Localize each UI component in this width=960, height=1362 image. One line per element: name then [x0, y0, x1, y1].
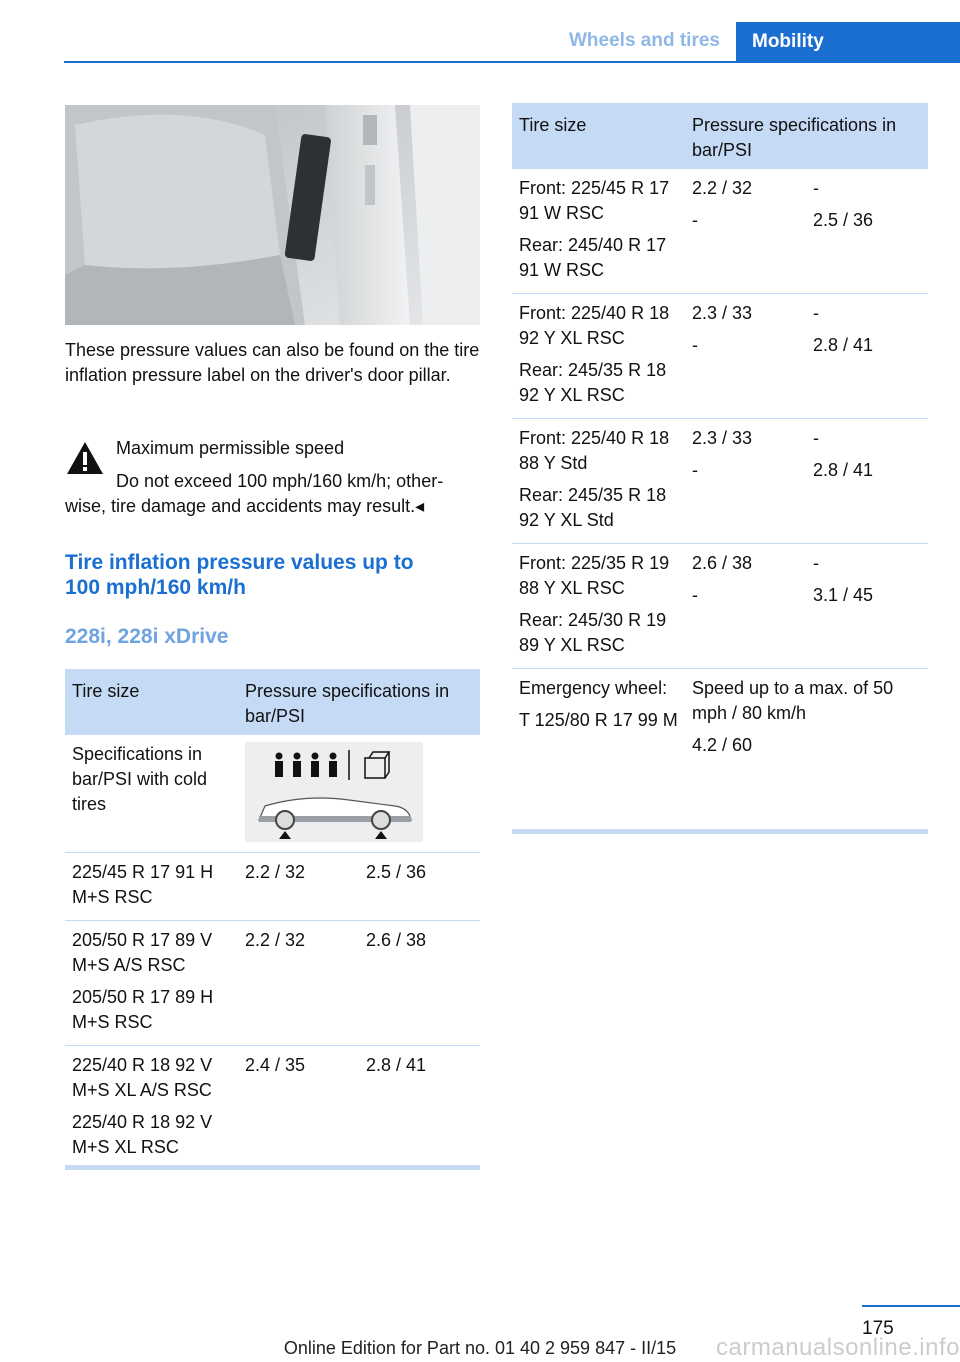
table-row — [512, 294, 928, 419]
front-tire-size: Front: 225/45 R 17 91 W RSC — [519, 178, 670, 223]
right-table-end-bar — [512, 829, 928, 834]
front-tire-size: Front: 225/40 R 18 92 Y XL RSC — [519, 303, 670, 348]
emergency-speed-limit: Speed up to a max. of 50 mph / 80 km/h — [692, 678, 894, 723]
col-pressure: Pressure specifications in bar/PSI — [685, 103, 928, 169]
page-number: 175 — [862, 1318, 894, 1339]
rear-tire-size: Rear: 245/35 R 18 92 Y XL RSC — [519, 360, 667, 405]
warning-triangle-icon — [65, 440, 105, 476]
pressure-value: 2.5 / 36 — [813, 210, 874, 230]
emergency-tire-size: T 125/80 R 17 99 M — [519, 710, 678, 730]
col-tire-size: Tire size — [65, 669, 238, 735]
pressure-value: - — [813, 428, 819, 448]
pressure-value: 3.1 / 45 — [813, 585, 874, 605]
passengers-icon — [275, 753, 337, 778]
pressure-value: - — [813, 178, 819, 198]
car-side-icon — [259, 798, 411, 839]
rear-tire-size: Rear: 245/30 R 19 89 Y XL RSC — [519, 610, 667, 655]
warning-line-2: wise, tire damage and accidents may result.◂ — [65, 496, 425, 516]
warning-line-1: Do not exceed 100 mph/160 km/h; other- — [116, 471, 444, 491]
page-number-rule — [862, 1305, 960, 1307]
pressure-value: 2.2 / 32 — [238, 853, 359, 921]
table-row — [65, 853, 480, 921]
pressure-value: 2.8 / 41 — [813, 460, 874, 480]
table-row — [65, 735, 480, 853]
pressure-value: 2.8 / 41 — [366, 1055, 427, 1075]
edition-footer: Online Edition for Part no. 01 40 2 959 847 - II/15 — [283, 1338, 677, 1358]
pressure-value: 2.2 / 32 — [238, 921, 359, 1046]
col-pressure: Pressure specifications in bar/PSI — [238, 669, 480, 735]
section-heading — [65, 550, 480, 600]
pressure-value: - — [813, 303, 819, 323]
tire-size: 205/50 R 17 89 H M+S RSC — [72, 987, 214, 1032]
tire-size: 225/40 R 18 92 V M+S XL RSC — [72, 1112, 213, 1157]
table-row — [65, 921, 480, 1046]
section-heading-line-1: Tire inflation pressure values up to — [65, 551, 414, 574]
rear-tire-size: Rear: 245/35 R 18 92 Y XL Std — [519, 485, 667, 530]
header-section: Wheels and tires — [569, 30, 720, 51]
pressure-label-note: These pressure values can also be found on the tire inflation pressure label on the driver's door pillar. — [65, 340, 480, 385]
table-row — [512, 544, 928, 669]
pressure-value: 2.6 / 38 — [692, 553, 753, 573]
front-tire-size: Front: 225/40 R 18 88 Y Std — [519, 428, 670, 473]
table-row — [512, 419, 928, 544]
right-pressure-table — [512, 103, 928, 768]
tire-size: 225/45 R 17 91 H M+S RSC — [72, 862, 214, 907]
pressure-value: 2.3 / 33 — [692, 428, 753, 448]
pressure-value: - — [692, 335, 698, 355]
tire-size: 205/50 R 17 89 V M+S A/S RSC — [72, 930, 213, 975]
section-heading-line-2: 100 mph/160 km/h — [65, 576, 246, 599]
pressure-value: - — [692, 585, 698, 605]
spec-row-label: Specifications in bar/PSI with cold tires — [65, 735, 238, 853]
pressure-value: - — [692, 460, 698, 480]
tire-size: 225/40 R 18 92 V M+S XL A/S RSC — [72, 1055, 213, 1100]
table-header-row — [65, 669, 480, 735]
pressure-value: - — [813, 553, 819, 573]
col-tire-size: Tire size — [512, 103, 685, 169]
table-row — [512, 169, 928, 294]
left-table-end-bar — [65, 1165, 480, 1170]
emergency-pressure: 4.2 / 60 — [692, 735, 753, 755]
emergency-wheel-label: Emergency wheel: — [519, 678, 668, 698]
pressure-value: 2.6 / 38 — [359, 921, 480, 1046]
left-pressure-table — [65, 669, 480, 1170]
warning-title: Maximum permissible speed — [116, 438, 345, 458]
rear-tire-size: Rear: 245/40 R 17 91 W RSC — [519, 235, 667, 280]
pressure-value: 2.3 / 33 — [692, 303, 753, 323]
pressure-value: 2.5 / 36 — [359, 853, 480, 921]
door-pillar-photo — [65, 105, 480, 325]
table-row — [512, 669, 928, 769]
luggage-icon — [365, 752, 389, 778]
pressure-value: 2.2 / 32 — [692, 178, 753, 198]
watermark: carmanualsonline.info — [716, 1334, 960, 1361]
pressure-value: 2.4 / 35 — [245, 1055, 306, 1075]
model-subheading: 228i, 228i xDrive — [65, 625, 229, 648]
pressure-value: - — [692, 210, 698, 230]
table-row — [65, 1046, 480, 1171]
table-header-row — [512, 103, 928, 169]
pressure-value: 2.8 / 41 — [813, 335, 874, 355]
load-diagram-image — [245, 742, 423, 842]
front-tire-size: Front: 225/35 R 19 88 Y XL RSC — [519, 553, 670, 598]
header-chapter-tab: Mobility — [736, 22, 960, 62]
